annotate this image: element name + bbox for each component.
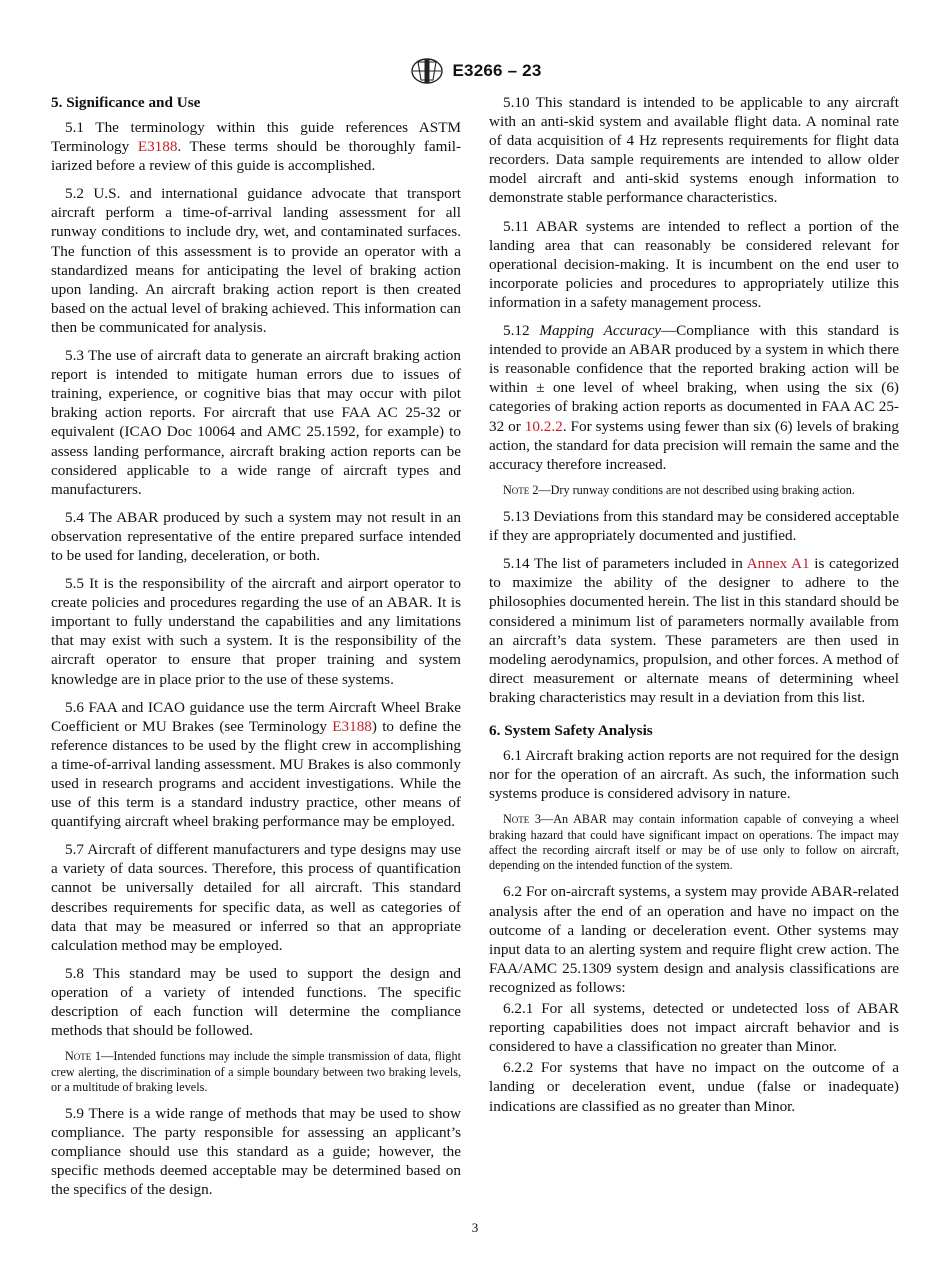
section-5-heading: 5. Significance and Use	[51, 94, 201, 111]
paragraph-6-2-2: 6.2.2 For systems that have no impact on the outcome of a landing or deceleration event, undue (false or inadequate) indications are classified as no greater than Minor.	[489, 1059, 899, 1115]
standard-designation: E3266 – 23	[452, 61, 542, 80]
paragraph-5-3: 5.3 The use of aircraft data to generate an aircraft braking action report is intended to mitigate human errors due to issues of training, experience, or cognitive bias that may occur with pilot braking action reports. For aircraft that use FAA AC 25-32 or equivalent (ICAO Doc 10064 and AMC 25.1592, for example) to assess landing performance, aircraft braking action reports can be considered applicable to a wide range of aircraft types and manufacturers.	[51, 347, 461, 498]
paragraph-5-2: 5.2 U.S. and international guidance advocate that transport aircraft perform a time-of-arrival landing assessment for all runway conditions to include dry, wet, and contaminated surfaces. The function of this assessment is to provide an operator with a standardized means for anticipating the level of braking action upon landing. An aircraft braking action report is then created based on the actual level of braking achieved. This information can then be communicated for analysis.	[51, 185, 461, 336]
paragraph-5-1-text-end: . These terms should be thoroughly familiarized before a review of this guide is accomplished.	[51, 138, 461, 175]
paragraph-5-7: 5.7 Aircraft of different manufacturers and type designs may use a variety of data sources. Therefore, this process of quantification cannot be universally detailed for all aircraft. This standard describes requirements for specific data, as well as categories of data that may be measured or inferred so that an appropriate calculation method may be employed.	[51, 841, 461, 954]
paragraph-6-1: 6.1 Aircraft braking action reports are not required for the design nor for the operation of an aircraft. As such, the information such systems produce is considered advisory in nature.	[489, 747, 899, 803]
terminology-e3188-link-2[interactable]: E3188	[332, 717, 372, 735]
note-1	[51, 1049, 461, 1095]
note-3-label: Note 3	[503, 812, 542, 827]
paragraph-5-6	[51, 698, 461, 832]
paragraph-6-2-1: 6.2.1 For all systems, detected or undetected loss of ABAR reporting capabilities does not impact aircraft behavior and is considered to have a classification no greater than Minor.	[489, 1000, 899, 1056]
page-header	[0, 56, 950, 86]
paragraph-5-6-text-end: ) to define the reference distances to be used by the flight crew in accomplishing a time-of-arrival landing assessment. MU Brakes is also commonly used in research programs and accident investigations. While the use of this term is a standard industry practice, other means of quantifying aircraft wheel braking performance may be employed.	[51, 717, 462, 831]
note-1-text: —Intended functions may include the simple transmission of data, flight crew alerting, the discrimination of a simple boundary between two braking levels, or a multitude of braking levels.	[51, 1049, 461, 1094]
note-3-text: —An ABAR may contain information capable of conveying a wheel braking hazard that could have significant impact on operations. The impact may affect the recording aircraft itself or may be of use only to follow on aircraft, depending on the intended function of the system.	[489, 812, 900, 873]
paragraph-5-6-text: 5.6 FAA and ICAO guidance use the term Aircraft Wheel Brake Coefficient or MU Brakes (see Terminology	[51, 698, 461, 735]
right-column	[489, 93, 899, 1125]
paragraph-5-12-text-end: . For systems using fewer than six (6) levels of braking action, the standard for data precision will remain the same and the accuracy therefore increased.	[489, 417, 899, 473]
paragraph-5-9: 5.9 There is a wide range of methods that may be used to show compliance. The party responsible for assessing an applicant’s compliance should use this standard as a guide; however, the specific methods deemed acceptable may be determined based on the specifics of the design.	[51, 1105, 461, 1199]
terminology-e3188-link[interactable]: E3188	[137, 138, 178, 156]
paragraph-5-13: 5.13 Deviations from this standard may be considered acceptable if they are appropriately documented and justified.	[489, 508, 900, 545]
note-3	[489, 812, 899, 873]
annex-a1-link[interactable]: Annex A1	[746, 555, 810, 573]
astm-logo-icon	[409, 56, 445, 86]
section-10-2-2-link[interactable]: 10.2.2	[524, 417, 563, 435]
paragraph-5-1-text: 5.1 The terminology within this guide references ASTM Terminology	[51, 119, 461, 156]
paragraph-5-14-text-end: is categorized to maximize the ability of the designer to adhere to the philosophies documented herein. The list in this standard should be considered a minimum list of parameters normally available from an aircraft’s data system. These parameters are then used in modeling aerodynamics, propulsion, and other forces. A method of direct measurement or alternate means of determining wheel braking characteristics may result in a deviation from this list.	[489, 555, 900, 706]
paragraph-5-10: 5.10 This standard is intended to be applicable to any aircraft with an anti-skid system and available flight data. A nominal rate of data acquisition of 4 Hz represents requirements for flight data recorders. Data sample requirements are intended to allow older model aircraft and anti-skid systems enough information to demonstrate stable performance characteristics.	[489, 94, 899, 207]
paragraph-5-14-text: 5.14 The list of parameters included in	[503, 555, 747, 573]
paragraph-5-11: 5.11 ABAR systems are intended to reflect a portion of the landing area that can reasonably be considered relevant for operational decision-making. It is incumbent on the end user to incorporate policies and procedures to appropriately utilize this information in a safety management process.	[489, 217, 899, 311]
paragraph-5-8: 5.8 This standard may be used to support the design and operation of a variety of intended functions. The specific description of each function will determine the compliance methods that should be followed.	[51, 964, 461, 1040]
paragraph-5-12	[489, 321, 899, 474]
paragraph-5-14	[489, 554, 899, 707]
left-column	[51, 93, 461, 1209]
paragraph-6-2: 6.2 For on-aircraft systems, a system may provide ABAR-related analysis after the end of an operation and have no impact on the outcome of a landing or deceleration event. Other systems may input data to an alerting system and require flight crew action. The FAA/AMC 25.1309 system design and analysis classifications are recognized as follows:	[489, 883, 899, 996]
paragraph-5-4: 5.4 The ABAR produced by such a system may not result in an observation representative of the entire prepared surface intended to be used for landing, deceleration, or both.	[51, 508, 461, 564]
note-2-text: —Dry runway conditions are not described using braking action.	[538, 482, 855, 497]
note-2	[489, 483, 899, 498]
paragraph-5-12-number: 5.12	[503, 322, 540, 340]
paragraph-5-12-text: —Compliance with this standard is intended to provide an ABAR produced by a system in which there is reasonable confidence that the reported braking action will be within ± one level of wheel braking, when using the six (6) categories of braking action reports as documented in FAA AC 25-32 or	[489, 322, 899, 435]
mapping-accuracy-term: Mapping Accuracy	[539, 322, 661, 340]
paragraph-5-1	[51, 118, 461, 175]
note-1-label: Note 1	[65, 1049, 102, 1064]
note-2-label: Note 2	[503, 482, 539, 497]
section-6-heading: 6. System Safety Analysis	[489, 722, 653, 740]
paragraph-5-5: 5.5 It is the responsibility of the aircraft and airport operator to create policies and procedures regarding the use of an ABAR. It is important to fully understand the capabilities and any limitations that may exist with such a system. It is the responsibility of the aircraft operator to ensure that proper training and system knowledge are in place prior to the use of these systems.	[51, 575, 461, 688]
page-number: 3	[471, 1220, 479, 1235]
